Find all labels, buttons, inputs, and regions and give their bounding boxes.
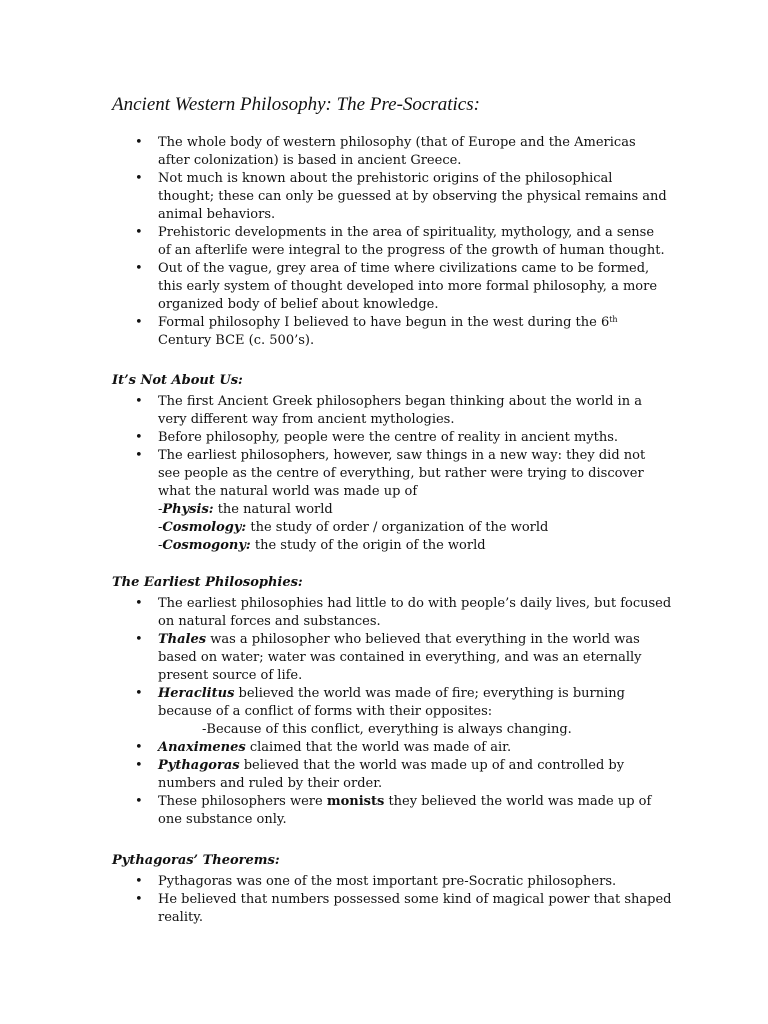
text-line: He believed that numbers possessed some kind of magical power that shaped xyxy=(158,892,672,907)
text-line: Prehistoric developments in the area of spirituality, mythology, and a sense xyxy=(158,225,655,240)
text-line: because of a conflict of forms with their opposites: xyxy=(158,704,493,719)
text-span: Formal philosophy I believed to have begun in the west during the 6 xyxy=(158,315,610,330)
text-line: based on water; water was contained in everything, and was an eternally xyxy=(158,650,642,665)
philosopher-name: Pythagoras xyxy=(158,758,240,773)
bullet-icon: • xyxy=(135,261,143,276)
bullet-icon: • xyxy=(135,758,143,773)
list-item xyxy=(0,393,642,429)
text-line: present source of life. xyxy=(158,668,303,683)
text-line: reality. xyxy=(158,910,203,925)
bullet-icon: • xyxy=(135,225,143,240)
text-line: Before philosophy, people were the centre of reality in ancient myths. xyxy=(158,430,619,445)
bullet-icon: • xyxy=(135,794,143,809)
text-line xyxy=(158,685,671,703)
document-title: Ancient Western Philosophy: The Pre-Socratics: xyxy=(112,94,480,115)
term-line: -Cosmology: the study of order / organization of the world xyxy=(158,520,549,535)
text-line: animal behaviors. xyxy=(158,207,276,222)
philosopher-name: Anaximenes xyxy=(158,740,246,755)
text-line: The earliest philosophies had little to do with people’s daily lives, but focused xyxy=(158,596,672,611)
text-line: -Because of this conflict, everything is always changing. xyxy=(202,722,572,737)
bold-term: monists xyxy=(326,794,385,809)
section-heading: The Earliest Philosophies: xyxy=(112,575,303,590)
list-item xyxy=(0,260,658,314)
text-line: organized body of belief about knowledge. xyxy=(158,297,439,312)
bullet-icon: • xyxy=(135,430,143,445)
list-item xyxy=(0,631,642,685)
term-line: -Physis: the natural world xyxy=(158,502,333,517)
text-line: what the natural world was made up of xyxy=(158,484,418,499)
bullet-icon: • xyxy=(135,171,143,186)
bullet-icon: • xyxy=(135,394,143,409)
bullet-icon: • xyxy=(135,632,143,647)
bullet-icon: • xyxy=(135,740,143,755)
term-definition: the natural world xyxy=(213,502,333,517)
text-span: was a philosopher who believed that everything in the world was xyxy=(206,632,640,647)
text-line: The whole body of western philosophy (that of Europe and the Americas xyxy=(158,135,636,150)
text-line: this early system of thought developed into more formal philosophy, a more xyxy=(158,279,658,294)
text-span: they believed the world was made up of xyxy=(384,794,652,809)
intro-list xyxy=(0,134,667,350)
list-item xyxy=(0,429,619,447)
list-item xyxy=(0,170,667,224)
bullet-icon: • xyxy=(135,874,143,889)
text-line: Out of the vague, grey area of time where civilizations came to be formed, xyxy=(158,261,650,276)
superscript: th xyxy=(609,315,618,324)
section-heading: Pythagoras’ Theorems: xyxy=(112,853,280,868)
list-item xyxy=(0,757,625,793)
text-line xyxy=(158,631,671,649)
text-line: Century BCE (c. 500’s). xyxy=(158,333,315,348)
list-item xyxy=(0,447,646,555)
text-line: Pythagoras was one of the most important pre-Socratic philosophers. xyxy=(158,874,617,889)
text-line: numbers and ruled by their order. xyxy=(158,776,383,791)
text-line xyxy=(158,757,671,775)
list-item xyxy=(0,891,672,927)
text-line: very different way from ancient mythologies. xyxy=(158,412,455,427)
text-span: These philosophers were xyxy=(158,794,327,809)
bullet-icon: • xyxy=(135,135,143,150)
section-heading: It’s Not About Us: xyxy=(112,373,243,388)
philosopher-name: Heraclitus xyxy=(158,686,235,701)
text-line xyxy=(158,314,667,332)
section2-list xyxy=(0,595,672,829)
list-item xyxy=(0,793,652,829)
list-item xyxy=(0,224,665,260)
text-line: The earliest philosophers, however, saw things in a new way: they did not xyxy=(158,448,646,463)
bullet-icon: • xyxy=(135,892,143,907)
list-item xyxy=(0,134,636,170)
term-name: Physis: xyxy=(162,502,214,517)
term-definition: the study of the origin of the world xyxy=(250,538,486,553)
list-item xyxy=(0,873,617,891)
term-name: Cosmogony: xyxy=(162,538,251,553)
list-item xyxy=(0,595,672,631)
text-line: see people as the centre of everything, but rather were trying to discover xyxy=(158,466,644,481)
list-item xyxy=(0,739,513,757)
text-line: on natural forces and substances. xyxy=(158,614,381,629)
text-span: claimed that the world was made of air. xyxy=(245,740,512,755)
term-definition: the study of order / organization of the world xyxy=(246,520,549,535)
section3-list xyxy=(0,873,672,927)
text-line: thought; these can only be guessed at by observing the physical remains and xyxy=(158,189,667,204)
bullet-icon: • xyxy=(135,596,143,611)
text-line: one substance only. xyxy=(158,812,287,827)
term-name: Cosmology: xyxy=(162,520,247,535)
term-line: -Cosmogony: the study of the origin of the world xyxy=(158,538,486,553)
text-line: after colonization) is based in ancient Greece. xyxy=(158,153,462,168)
list-item xyxy=(0,685,625,739)
bullet-icon: • xyxy=(135,315,143,330)
text-span: believed the world was made of fire; everything is burning xyxy=(234,686,625,701)
list-item xyxy=(0,314,618,350)
text-line xyxy=(158,793,671,811)
text-span: believed that the world was made up of and controlled by xyxy=(239,758,625,773)
text-line: Not much is known about the prehistoric origins of the philosophical xyxy=(158,171,613,186)
text-line xyxy=(158,739,671,757)
bullet-icon: • xyxy=(135,448,143,463)
section1-list xyxy=(0,393,646,555)
philosopher-name: Thales xyxy=(158,632,207,647)
bullet-icon: • xyxy=(135,686,143,701)
text-line: The first Ancient Greek philosophers began thinking about the world in a xyxy=(158,394,642,409)
text-line: of an afterlife were integral to the progress of the growth of human thought. xyxy=(158,243,665,258)
